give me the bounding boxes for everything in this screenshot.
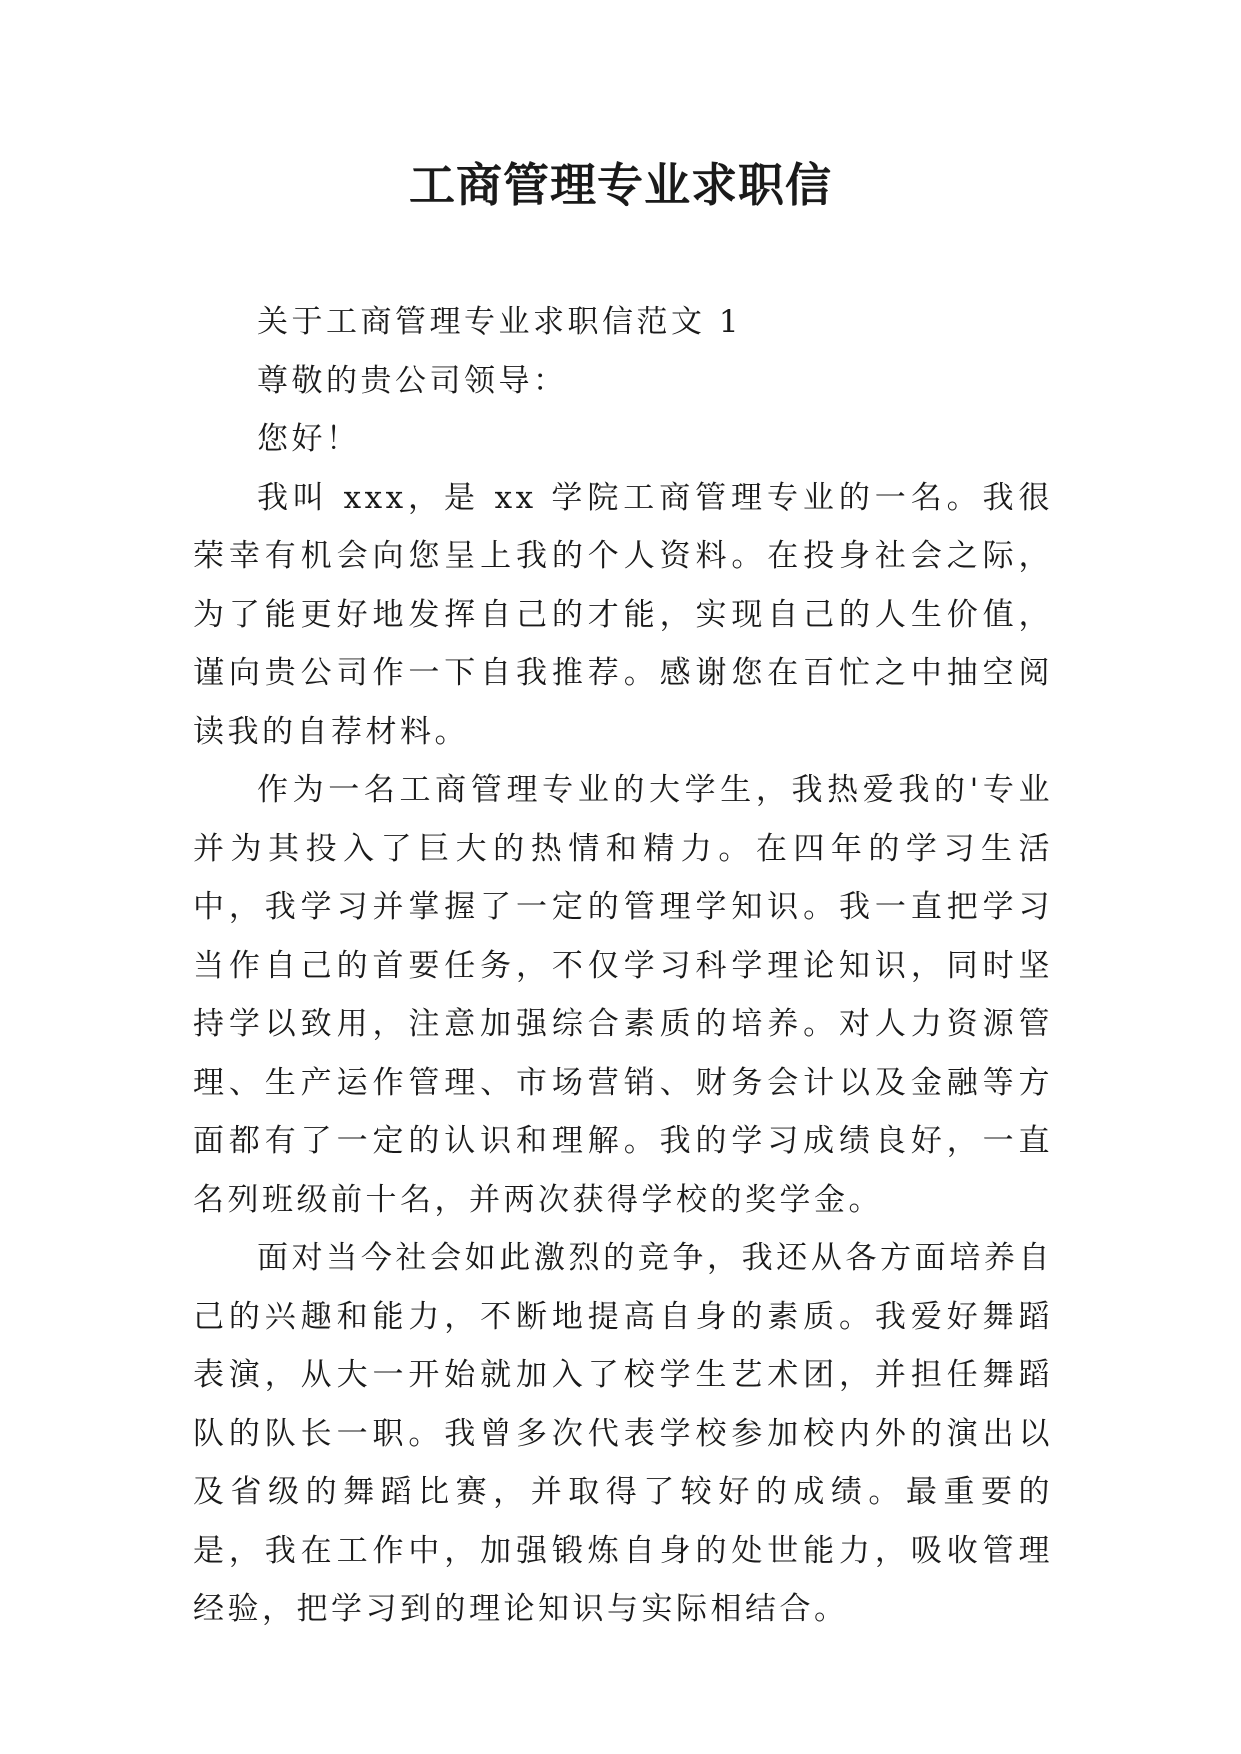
paragraph-activities: 面对当今社会如此激烈的竞争，我还从各方面培养自己的兴趣和能力，不断地提高自身的素质。我爱好舞蹈表演，从大一开始就加入了校学生艺术团，并担任舞蹈队的队长一职。我曾多次代表学校参加校内外的演出以及省级的舞蹈比赛，并取得了较好的成绩。最重要的是，我在工作中，加强锻炼自身的处世能力，吸收管理经验，把学习到的理论知识与实际相结合。: [193, 1240, 1053, 1627]
greeting-line: 您好！: [257, 421, 361, 457]
paragraph-study: 作为一名工商管理专业的大学生，我热爱我的'专业并为其投入了巨大的热情和精力。在四年的学习生活中，我学习并掌握了一定的管理学知识。我一直把学习当作自己的首要任务，不仅学习科学理论知识，同时坚持学以致用，注意加强综合素质的培养。对人力资源管理、生产运作管理、市场营销、财务会计以及金融等方面都有了一定的认识和理解。我的学习成绩良好，一直名列班级前十名，并两次获得学校的奖学金。: [193, 772, 1053, 1218]
salutation-line: 尊敬的贵公司领导：: [257, 362, 568, 399]
subtitle-line: 关于工商管理专业求职信范文 1: [257, 304, 743, 340]
document-title: 工商管理专业求职信: [409, 158, 832, 212]
document-body: [193, 293, 1053, 1639]
paragraph-intro: 我叫 xxx，是 xx 学院工商管理专业的一名。我很荣幸有机会向您呈上我的个人资料。在投身社会之际，为了能更好地发挥自己的才能，实现自己的人生价值，谨向贵公司作一下自我推荐。感谢您在百忙之中抽空阅读我的自荐材料。: [193, 479, 1053, 750]
